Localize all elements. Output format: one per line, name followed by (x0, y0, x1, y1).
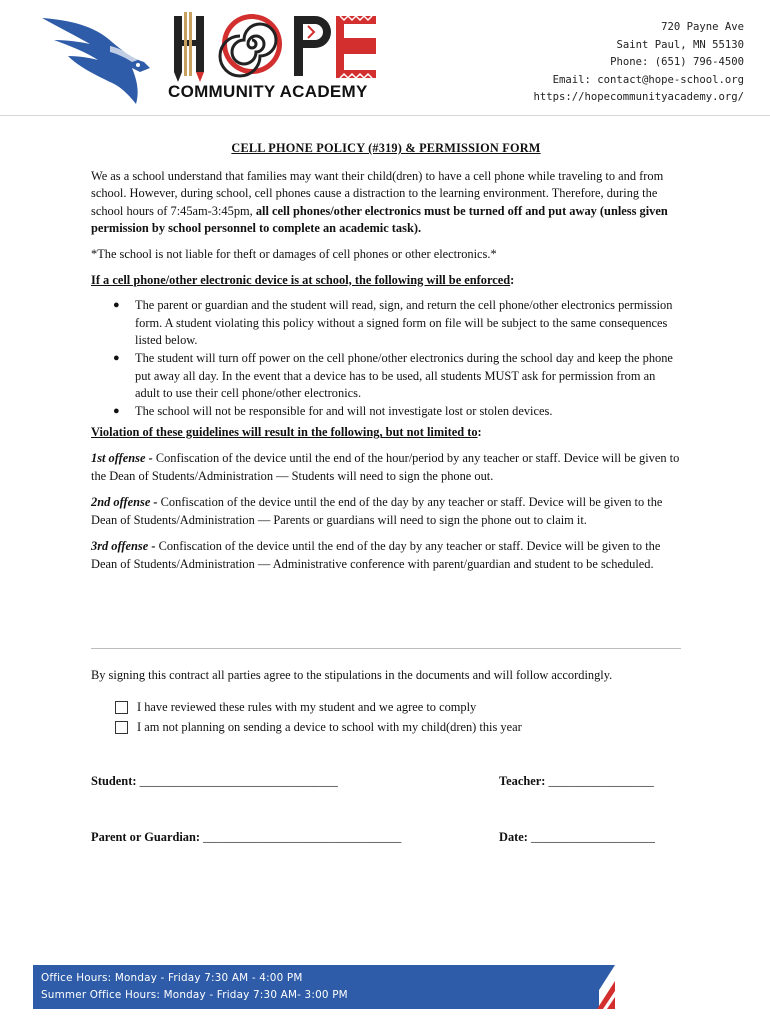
parent-label: Parent or Guardian: (91, 830, 200, 844)
list-item (113, 297, 681, 350)
intro-bold-text: all cell phones/other electronics must be turned off and put away (unless given permission by school personnel to complete an academic task). (91, 203, 668, 236)
school-logo (40, 10, 380, 105)
header-divider (0, 115, 770, 116)
rule-text: The parent or guardian and the student will read, sign, and return the cell phone/other electronics permission form. A student violating this policy without a signed form on file will be subject to the same consequences listed below. (135, 298, 673, 348)
agreement-statement: By signing this contract all parties agree to the stipulations in the documents and will follow accordingly. (91, 668, 613, 682)
enforced-heading-text: If a cell phone/other electronic device is at school, the following will be enforced (91, 272, 511, 287)
offense-2 (91, 494, 681, 529)
violation-heading-text: Violation of these guidelines will result in the following, but not limited to (91, 425, 478, 440)
address-line-1: 720 Payne Ave (661, 21, 744, 33)
bullet-icon: ● (113, 351, 120, 364)
parent-signature-field[interactable] (91, 830, 401, 845)
offense-label: 1st offense - (91, 450, 153, 465)
intro-paragraph (91, 168, 681, 238)
rules-list (91, 297, 681, 420)
teacher-signature-line[interactable]: _________________ (548, 774, 654, 788)
offense-text: Confiscation of the device until the end of the day by any teacher or staff. Device will be given to the Dean of Students/Administration — Administrative conference with parent/guardian and student to be scheduled. (91, 539, 661, 571)
consent-checkboxes (115, 697, 522, 737)
rule-text: The student will turn off power on the cell phone/other electronics during the school day and keep the phone put away all day. In the event that a device has to be used, all students MUST ask for permission from an adult to use their cell phone/other electronics. (135, 350, 673, 401)
offense-label: 3rd offense - (91, 539, 156, 554)
contact-block (534, 19, 744, 107)
teacher-label: Teacher: (499, 774, 546, 788)
student-signature-field[interactable] (91, 774, 338, 789)
enforced-heading (91, 272, 681, 290)
hope-logo-letters (170, 10, 380, 85)
intro-text: We as a school understand that families may want their child(dren) to have a cell phone while traveling to and from school. However, during school, cell phones cause a distraction to the learning environment. Therefore, during the school hours of 7:45am-3:45pm, (91, 168, 664, 218)
offense-text: Confiscation of the device until the end of the day by any teacher or staff. Device will be given to the Dean of Students/Administration — Parents or guardians will need to sign the phone out to claim it. (91, 495, 663, 527)
violation-heading (91, 424, 681, 442)
bullet-icon: ● (113, 299, 120, 312)
date-field[interactable] (499, 830, 655, 845)
student-signature-line[interactable]: ________________________________ (139, 774, 338, 788)
section-divider (91, 648, 681, 649)
enforced-heading-colon: : (510, 272, 515, 287)
checkbox-label: I am not planning on sending a device to school with my child(dren) this year (137, 720, 522, 734)
liability-note: *The school is not liable for theft or damages of cell phones or other electronics.* (91, 246, 497, 261)
date-label: Date: (499, 830, 528, 844)
student-label: Student: (91, 774, 137, 788)
offense-3 (91, 538, 681, 573)
website-link[interactable]: https://hopecommunityacademy.org/ (533, 91, 744, 103)
parent-signature-line[interactable]: ________________________________ (203, 830, 402, 844)
checkbox[interactable] (115, 701, 128, 714)
checkbox-row-no-device[interactable] (115, 717, 522, 737)
list-item (113, 403, 681, 421)
checkbox-row-comply[interactable] (115, 697, 522, 717)
checkbox[interactable] (115, 721, 128, 734)
eagle-icon (40, 12, 152, 107)
phone-number: Phone: (651) 796-4500 (610, 56, 744, 68)
office-hours-banner (33, 965, 599, 1009)
summer-office-hours: Summer Office Hours: Monday - Friday 7:30 AM- 3:00 PM (41, 989, 348, 1001)
checkbox-label: I have reviewed these rules with my student and we agree to comply (137, 700, 477, 714)
email-address: Email: contact@hope-school.org (552, 73, 744, 86)
date-line[interactable]: ____________________ (531, 830, 655, 844)
offense-1 (91, 450, 681, 485)
violation-heading-colon: : (477, 425, 482, 440)
address-line-2: Saint Paul, MN 55130 (616, 38, 744, 51)
academy-name: COMMUNITY ACADEMY (168, 82, 368, 101)
office-hours: Office Hours: Monday - Friday 7:30 AM - 4:00 PM (41, 972, 303, 984)
offense-label: 2nd offense - (91, 495, 158, 510)
list-item (113, 350, 681, 403)
offense-text: Confiscation of the device until the end of the hour/period by any teacher or staff. Device will be given to the Dean of Students/Administration — Students will need to sign the phone out. (91, 450, 680, 483)
rule-text: The school will not be responsible for and will not investigate lost or stolen devices. (135, 403, 553, 418)
footer-accent-stripes (575, 965, 615, 1009)
policy-body (91, 140, 681, 582)
bullet-icon: ● (113, 404, 120, 417)
document-title: CELL PHONE POLICY (#319) & PERMISSION FORM (231, 141, 541, 155)
teacher-signature-field[interactable] (499, 774, 654, 789)
